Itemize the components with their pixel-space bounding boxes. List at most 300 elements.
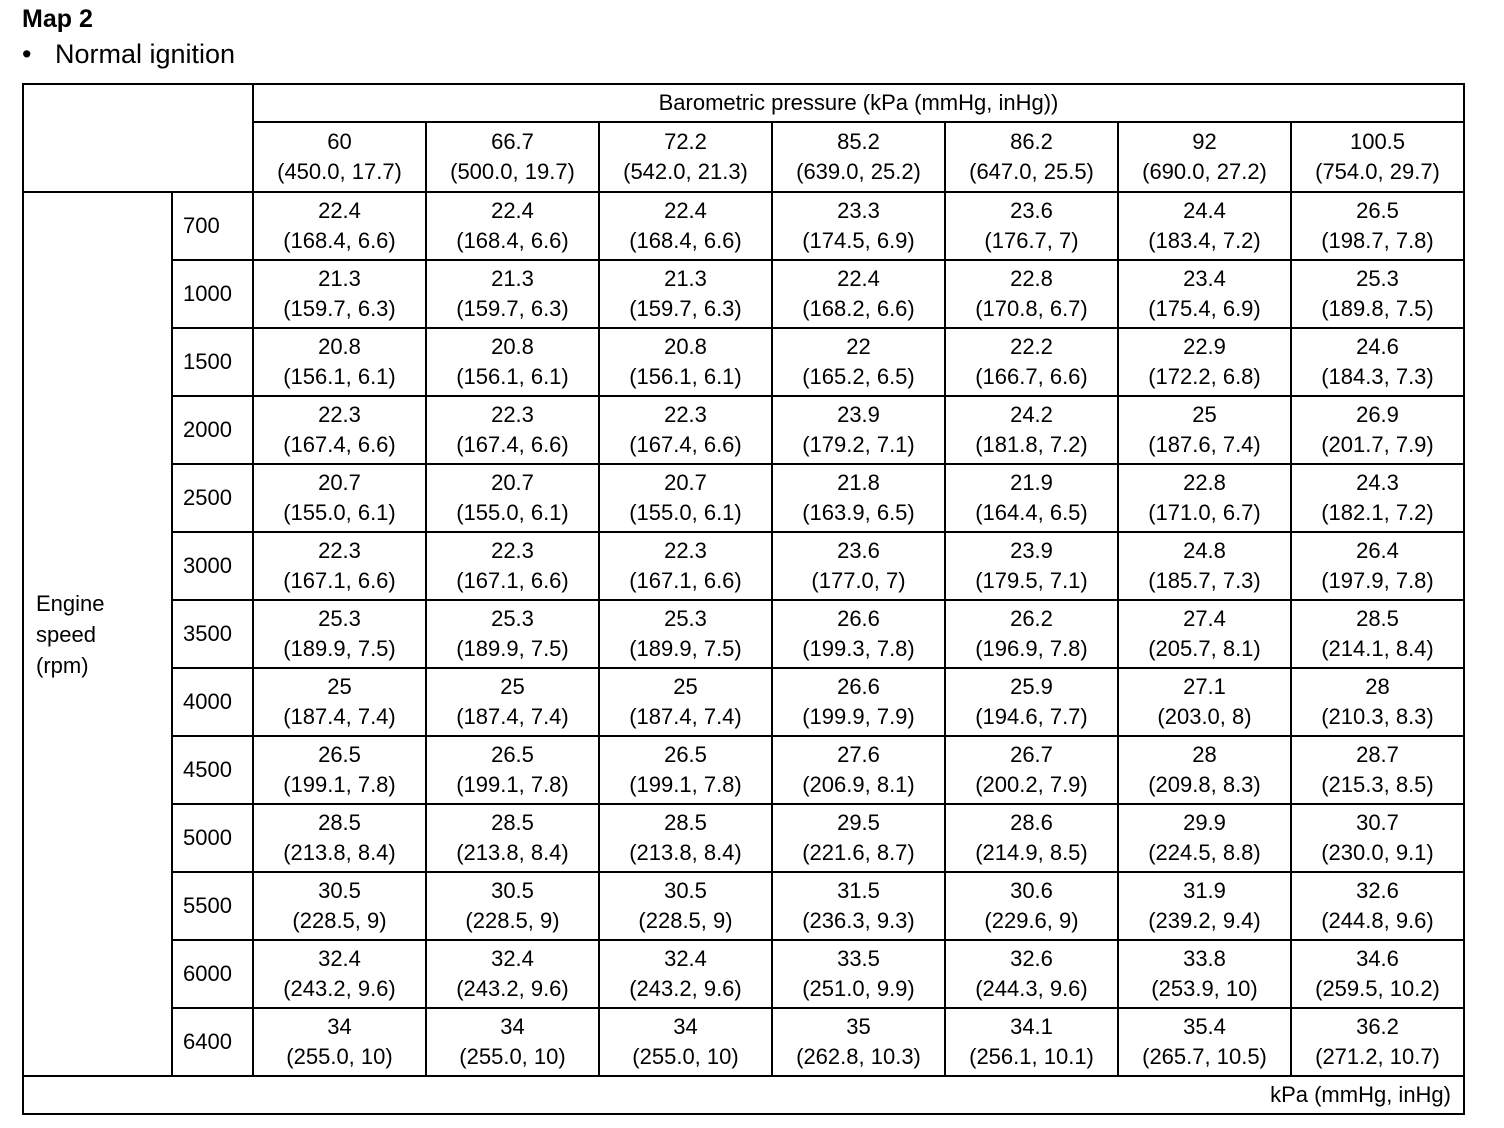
cell-kpa: 25.3 (664, 606, 707, 631)
cell-kpa: 26.5 (664, 742, 707, 767)
pressure-column-header (599, 122, 772, 192)
footer-row (23, 1076, 1464, 1114)
cell-mmhg-inhg: (194.6, 7.7) (975, 704, 1088, 729)
cell-kpa: 30.7 (1356, 810, 1399, 835)
cell-mmhg-inhg: (185.7, 7.3) (1148, 568, 1261, 593)
table-row (23, 668, 1464, 736)
cell-mmhg-inhg: (179.2, 7.1) (802, 432, 915, 457)
pressure-column-header (772, 122, 945, 192)
rpm-value: 4500 (172, 736, 253, 804)
cell-mmhg-inhg: (255.0, 10) (632, 1044, 739, 1069)
cell-kpa: 20.8 (491, 334, 534, 359)
cell-kpa: 28.5 (1356, 606, 1399, 631)
table-row (23, 1008, 1464, 1076)
map-cell (1291, 464, 1464, 532)
cell-kpa: 24.6 (1356, 334, 1399, 359)
map-cell (1118, 736, 1291, 804)
pressure-kpa: 72.2 (664, 128, 707, 154)
bullet-text: Normal ignition (55, 39, 236, 69)
map-cell (426, 872, 599, 940)
pressure-kpa: 85.2 (837, 128, 880, 154)
map-cell (426, 192, 599, 260)
cell-mmhg-inhg: (239.2, 9.4) (1148, 908, 1261, 933)
cell-mmhg-inhg: (213.8, 8.4) (629, 840, 742, 865)
cell-kpa: 25 (673, 674, 698, 699)
cell-kpa: 28 (1192, 742, 1217, 767)
cell-kpa: 26.5 (491, 742, 534, 767)
map-cell (1118, 192, 1291, 260)
table-row (23, 532, 1464, 600)
cell-mmhg-inhg: (181.8, 7.2) (975, 432, 1088, 457)
pressure-mmhg-inhg: (500.0, 19.7) (450, 158, 575, 184)
bullet-dot-icon: • (22, 39, 32, 69)
map-title: Map 2 (22, 5, 93, 33)
cell-mmhg-inhg: (255.0, 10) (286, 1044, 393, 1069)
cell-kpa: 20.7 (491, 470, 534, 495)
cell-mmhg-inhg: (168.2, 6.6) (802, 296, 915, 321)
cell-mmhg-inhg: (262.8, 10.3) (796, 1044, 921, 1069)
bullet-item (22, 38, 235, 70)
cell-kpa: 30.5 (491, 878, 534, 903)
map-cell (426, 940, 599, 1008)
pressure-column-header (945, 122, 1118, 192)
cell-kpa: 25 (1192, 402, 1217, 427)
map-cell (1291, 940, 1464, 1008)
cell-kpa: 31.9 (1183, 878, 1226, 903)
map-cell (599, 1008, 772, 1076)
map-cell (772, 532, 945, 600)
cell-mmhg-inhg: (167.4, 6.6) (283, 432, 396, 457)
cell-mmhg-inhg: (205.7, 8.1) (1148, 636, 1261, 661)
cell-kpa: 21.3 (318, 266, 361, 291)
map-cell (426, 736, 599, 804)
cell-mmhg-inhg: (167.4, 6.6) (629, 432, 742, 457)
map-cell (599, 940, 772, 1008)
table-row (23, 464, 1464, 532)
map-cell (1118, 668, 1291, 736)
cell-kpa: 30.5 (318, 878, 361, 903)
pressure-mmhg-inhg: (639.0, 25.2) (796, 158, 921, 184)
map-cell (772, 600, 945, 668)
rpm-value: 5500 (172, 872, 253, 940)
map-cell (1291, 1008, 1464, 1076)
cell-mmhg-inhg: (189.9, 7.5) (629, 636, 742, 661)
cell-kpa: 28 (1365, 674, 1390, 699)
rpm-value: 700 (172, 192, 253, 260)
cell-mmhg-inhg: (224.5, 8.8) (1148, 840, 1261, 865)
map-cell (599, 396, 772, 464)
cell-mmhg-inhg: (200.2, 7.9) (975, 772, 1088, 797)
map-cell (1291, 668, 1464, 736)
cell-kpa: 33.8 (1183, 946, 1226, 971)
cell-mmhg-inhg: (251.0, 9.9) (802, 976, 915, 1001)
cell-kpa: 24.3 (1356, 470, 1399, 495)
cell-mmhg-inhg: (167.1, 6.6) (283, 568, 396, 593)
cell-kpa: 23.6 (837, 538, 880, 563)
map-cell (772, 736, 945, 804)
cell-mmhg-inhg: (168.4, 6.6) (283, 228, 396, 253)
cell-kpa: 28.5 (318, 810, 361, 835)
cell-kpa: 21.9 (1010, 470, 1053, 495)
cell-mmhg-inhg: (175.4, 6.9) (1148, 296, 1261, 321)
map-cell (426, 532, 599, 600)
cell-kpa: 29.5 (837, 810, 880, 835)
cell-mmhg-inhg: (253.9, 10) (1151, 976, 1258, 1001)
map-cell (253, 328, 426, 396)
map-cell (945, 940, 1118, 1008)
cell-mmhg-inhg: (243.2, 9.6) (629, 976, 742, 1001)
cell-kpa: 27.4 (1183, 606, 1226, 631)
cell-kpa: 22.3 (664, 538, 707, 563)
table-row (23, 260, 1464, 328)
cell-kpa: 28.5 (664, 810, 707, 835)
cell-kpa: 27.1 (1183, 674, 1226, 699)
cell-mmhg-inhg: (168.4, 6.6) (456, 228, 569, 253)
cell-kpa: 30.6 (1010, 878, 1053, 903)
table-row (23, 192, 1464, 260)
cell-kpa: 22.8 (1183, 470, 1226, 495)
map-cell (772, 872, 945, 940)
map-cell (1118, 532, 1291, 600)
map-cell (945, 532, 1118, 600)
map-cell (253, 600, 426, 668)
engine-speed-label-line: (rpm) (36, 652, 89, 678)
cell-kpa: 26.6 (837, 674, 880, 699)
rpm-value: 3500 (172, 600, 253, 668)
cell-mmhg-inhg: (156.1, 6.1) (629, 364, 742, 389)
map-cell (1291, 532, 1464, 600)
cell-kpa: 25 (327, 674, 352, 699)
pressure-kpa: 60 (327, 128, 352, 154)
pressure-mmhg-inhg: (690.0, 27.2) (1142, 158, 1267, 184)
cell-mmhg-inhg: (167.1, 6.6) (456, 568, 569, 593)
cell-mmhg-inhg: (196.9, 7.8) (975, 636, 1088, 661)
rpm-value: 1000 (172, 260, 253, 328)
map-cell (945, 260, 1118, 328)
cell-mmhg-inhg: (155.0, 6.1) (629, 500, 742, 525)
cell-kpa: 32.4 (664, 946, 707, 971)
cell-kpa: 21.3 (491, 266, 534, 291)
cell-mmhg-inhg: (187.4, 7.4) (283, 704, 396, 729)
cell-kpa: 26.5 (1356, 198, 1399, 223)
cell-mmhg-inhg: (214.1, 8.4) (1321, 636, 1434, 661)
map-cell (945, 668, 1118, 736)
map-cell (253, 940, 426, 1008)
table-row (23, 872, 1464, 940)
cell-kpa: 23.4 (1183, 266, 1226, 291)
header-row-group (23, 84, 1464, 122)
map-cell (426, 668, 599, 736)
cell-mmhg-inhg: (189.9, 7.5) (456, 636, 569, 661)
cell-kpa: 28.6 (1010, 810, 1053, 835)
cell-kpa: 24.8 (1183, 538, 1226, 563)
cell-kpa: 35 (846, 1014, 871, 1039)
cell-kpa: 34.6 (1356, 946, 1399, 971)
cell-mmhg-inhg: (221.6, 8.7) (802, 840, 915, 865)
map-cell (599, 804, 772, 872)
cell-mmhg-inhg: (244.3, 9.6) (975, 976, 1088, 1001)
map-cell (426, 600, 599, 668)
map-cell (772, 260, 945, 328)
cell-kpa: 24.4 (1183, 198, 1226, 223)
cell-kpa: 22.3 (491, 402, 534, 427)
cell-mmhg-inhg: (165.2, 6.5) (802, 364, 915, 389)
cell-kpa: 32.6 (1010, 946, 1053, 971)
cell-kpa: 22.8 (1010, 266, 1053, 291)
map-cell (599, 600, 772, 668)
cell-kpa: 22 (846, 334, 871, 359)
cell-kpa: 26.2 (1010, 606, 1053, 631)
cell-mmhg-inhg: (164.4, 6.5) (975, 500, 1088, 525)
cell-mmhg-inhg: (229.6, 9) (984, 908, 1079, 933)
cell-kpa: 34 (327, 1014, 352, 1039)
cell-kpa: 25 (500, 674, 525, 699)
cell-kpa: 33.5 (837, 946, 880, 971)
map-cell (1118, 804, 1291, 872)
rpm-value: 1500 (172, 328, 253, 396)
cell-kpa: 22.3 (491, 538, 534, 563)
map-cell (599, 668, 772, 736)
cell-kpa: 23.6 (1010, 198, 1053, 223)
pressure-column-header (426, 122, 599, 192)
cell-kpa: 22.3 (318, 402, 361, 427)
cell-kpa: 32.4 (491, 946, 534, 971)
cell-mmhg-inhg: (174.5, 6.9) (802, 228, 915, 253)
map-cell (1118, 600, 1291, 668)
map-cell (1291, 804, 1464, 872)
cell-kpa: 32.6 (1356, 878, 1399, 903)
cell-mmhg-inhg: (183.4, 7.2) (1148, 228, 1261, 253)
map-cell (426, 464, 599, 532)
cell-mmhg-inhg: (244.8, 9.6) (1321, 908, 1434, 933)
map-cell (1118, 940, 1291, 1008)
rpm-value: 6000 (172, 940, 253, 1008)
cell-kpa: 22.3 (318, 538, 361, 563)
engine-speed-label-line: Engine (36, 590, 105, 616)
map-cell (945, 804, 1118, 872)
cell-kpa: 23.9 (1010, 538, 1053, 563)
cell-mmhg-inhg: (215.3, 8.5) (1321, 772, 1434, 797)
map-cell (253, 804, 426, 872)
cell-mmhg-inhg: (265.7, 10.5) (1142, 1044, 1267, 1069)
map-cell (253, 736, 426, 804)
map-cell (945, 600, 1118, 668)
cell-kpa: 31.5 (837, 878, 880, 903)
pressure-mmhg-inhg: (542.0, 21.3) (623, 158, 748, 184)
cell-mmhg-inhg: (159.7, 6.3) (456, 296, 569, 321)
map-cell (772, 328, 945, 396)
cell-mmhg-inhg: (213.8, 8.4) (283, 840, 396, 865)
pressure-map-table (22, 83, 1465, 1115)
cell-mmhg-inhg: (187.6, 7.4) (1148, 432, 1261, 457)
map-cell (945, 192, 1118, 260)
pressure-column-header (1118, 122, 1291, 192)
table-row (23, 328, 1464, 396)
engine-speed-label-line: speed (36, 621, 96, 647)
cell-mmhg-inhg: (228.5, 9) (465, 908, 560, 933)
cell-kpa: 34 (500, 1014, 525, 1039)
cell-mmhg-inhg: (199.9, 7.9) (802, 704, 915, 729)
engine-speed-label (23, 192, 172, 1076)
cell-mmhg-inhg: (159.7, 6.3) (629, 296, 742, 321)
map-cell (253, 464, 426, 532)
cell-mmhg-inhg: (228.5, 9) (638, 908, 733, 933)
cell-kpa: 26.7 (1010, 742, 1053, 767)
cell-mmhg-inhg: (176.7, 7) (984, 228, 1079, 253)
cell-kpa: 23.3 (837, 198, 880, 223)
cell-mmhg-inhg: (170.8, 6.7) (975, 296, 1088, 321)
cell-kpa: 29.9 (1183, 810, 1226, 835)
cell-kpa: 22.4 (491, 198, 534, 223)
cell-kpa: 28.5 (491, 810, 534, 835)
rpm-value: 2000 (172, 396, 253, 464)
pressure-mmhg-inhg: (647.0, 25.5) (969, 158, 1094, 184)
rpm-value: 4000 (172, 668, 253, 736)
cell-mmhg-inhg: (256.1, 10.1) (969, 1044, 1094, 1069)
cell-kpa: 26.9 (1356, 402, 1399, 427)
cell-mmhg-inhg: (167.1, 6.6) (629, 568, 742, 593)
cell-mmhg-inhg: (199.3, 7.8) (802, 636, 915, 661)
map-cell (1118, 1008, 1291, 1076)
cell-mmhg-inhg: (271.2, 10.7) (1315, 1044, 1440, 1069)
cell-mmhg-inhg: (182.1, 7.2) (1321, 500, 1434, 525)
cell-kpa: 22.4 (664, 198, 707, 223)
map-cell (1118, 872, 1291, 940)
map-cell (1291, 260, 1464, 328)
cell-mmhg-inhg: (243.2, 9.6) (456, 976, 569, 1001)
map-cell (599, 328, 772, 396)
cell-mmhg-inhg: (172.2, 6.8) (1148, 364, 1261, 389)
cell-kpa: 20.8 (664, 334, 707, 359)
map-cell (945, 328, 1118, 396)
map-cell (599, 464, 772, 532)
cell-mmhg-inhg: (259.5, 10.2) (1315, 976, 1440, 1001)
cell-kpa: 30.5 (664, 878, 707, 903)
table-row (23, 396, 1464, 464)
cell-mmhg-inhg: (206.9, 8.1) (802, 772, 915, 797)
map-cell (426, 328, 599, 396)
cell-mmhg-inhg: (155.0, 6.1) (283, 500, 396, 525)
map-cell (599, 260, 772, 328)
cell-mmhg-inhg: (168.4, 6.6) (629, 228, 742, 253)
map-cell (253, 396, 426, 464)
pressure-column-header (1291, 122, 1464, 192)
map-cell (1291, 396, 1464, 464)
cell-mmhg-inhg: (184.3, 7.3) (1321, 364, 1434, 389)
cell-kpa: 26.4 (1356, 538, 1399, 563)
cell-mmhg-inhg: (213.8, 8.4) (456, 840, 569, 865)
pressure-kpa: 66.7 (491, 128, 534, 154)
rpm-value: 5000 (172, 804, 253, 872)
cell-mmhg-inhg: (203.0, 8) (1157, 704, 1252, 729)
cell-kpa: 28.7 (1356, 742, 1399, 767)
cell-kpa: 22.9 (1183, 334, 1226, 359)
cell-kpa: 35.4 (1183, 1014, 1226, 1039)
map-cell (426, 804, 599, 872)
map-cell (1118, 396, 1291, 464)
corner-cell (23, 84, 253, 192)
cell-kpa: 34 (673, 1014, 698, 1039)
map-cell (1118, 260, 1291, 328)
cell-kpa: 20.7 (664, 470, 707, 495)
pressure-kpa: 86.2 (1010, 128, 1053, 154)
cell-kpa: 26.5 (318, 742, 361, 767)
map-cell (772, 192, 945, 260)
map-cell (253, 532, 426, 600)
cell-kpa: 25.3 (318, 606, 361, 631)
map-cell (1118, 464, 1291, 532)
cell-mmhg-inhg: (167.4, 6.6) (456, 432, 569, 457)
map-cell (1118, 328, 1291, 396)
cell-kpa: 21.8 (837, 470, 880, 495)
cell-kpa: 24.2 (1010, 402, 1053, 427)
map-cell (599, 532, 772, 600)
map-cell (1291, 872, 1464, 940)
cell-mmhg-inhg: (163.9, 6.5) (802, 500, 915, 525)
pressure-kpa: 100.5 (1349, 128, 1406, 154)
map-cell (772, 464, 945, 532)
cell-mmhg-inhg: (214.9, 8.5) (975, 840, 1088, 865)
cell-mmhg-inhg: (187.4, 7.4) (456, 704, 569, 729)
rpm-value: 3000 (172, 532, 253, 600)
map-cell (426, 396, 599, 464)
pressure-column-header (253, 122, 426, 192)
cell-mmhg-inhg: (209.8, 8.3) (1148, 772, 1261, 797)
cell-mmhg-inhg: (199.1, 7.8) (456, 772, 569, 797)
map-cell (426, 1008, 599, 1076)
cell-kpa: 25.3 (1356, 266, 1399, 291)
map-cell (1291, 328, 1464, 396)
cell-kpa: 21.3 (664, 266, 707, 291)
rpm-value: 6400 (172, 1008, 253, 1076)
cell-mmhg-inhg: (189.8, 7.5) (1321, 296, 1434, 321)
cell-mmhg-inhg: (177.0, 7) (811, 568, 906, 593)
cell-mmhg-inhg: (228.5, 9) (292, 908, 387, 933)
table-row (23, 600, 1464, 668)
map-cell (599, 192, 772, 260)
cell-mmhg-inhg: (159.7, 6.3) (283, 296, 396, 321)
map-cell (772, 668, 945, 736)
cell-kpa: 22.4 (318, 198, 361, 223)
cell-mmhg-inhg: (187.4, 7.4) (629, 704, 742, 729)
map-cell (1291, 600, 1464, 668)
cell-mmhg-inhg: (156.1, 6.1) (283, 364, 396, 389)
cell-mmhg-inhg: (166.7, 6.6) (975, 364, 1088, 389)
cell-mmhg-inhg: (243.2, 9.6) (283, 976, 396, 1001)
table-row (23, 940, 1464, 1008)
cell-mmhg-inhg: (171.0, 6.7) (1148, 500, 1261, 525)
map-cell (945, 464, 1118, 532)
cell-mmhg-inhg: (155.0, 6.1) (456, 500, 569, 525)
map-cell (253, 192, 426, 260)
cell-mmhg-inhg: (199.1, 7.8) (629, 772, 742, 797)
cell-mmhg-inhg: (230.0, 9.1) (1321, 840, 1434, 865)
map-cell (945, 396, 1118, 464)
map-cell (599, 736, 772, 804)
cell-kpa: 22.3 (664, 402, 707, 427)
cell-kpa: 25.3 (491, 606, 534, 631)
cell-kpa: 22.4 (837, 266, 880, 291)
cell-mmhg-inhg: (255.0, 10) (459, 1044, 566, 1069)
map-cell (945, 1008, 1118, 1076)
map-cell (599, 872, 772, 940)
cell-kpa: 20.7 (318, 470, 361, 495)
cell-kpa: 32.4 (318, 946, 361, 971)
pressure-kpa: 92 (1192, 128, 1217, 154)
cell-kpa: 36.2 (1356, 1014, 1399, 1039)
table-row (23, 804, 1464, 872)
map-cell (253, 872, 426, 940)
